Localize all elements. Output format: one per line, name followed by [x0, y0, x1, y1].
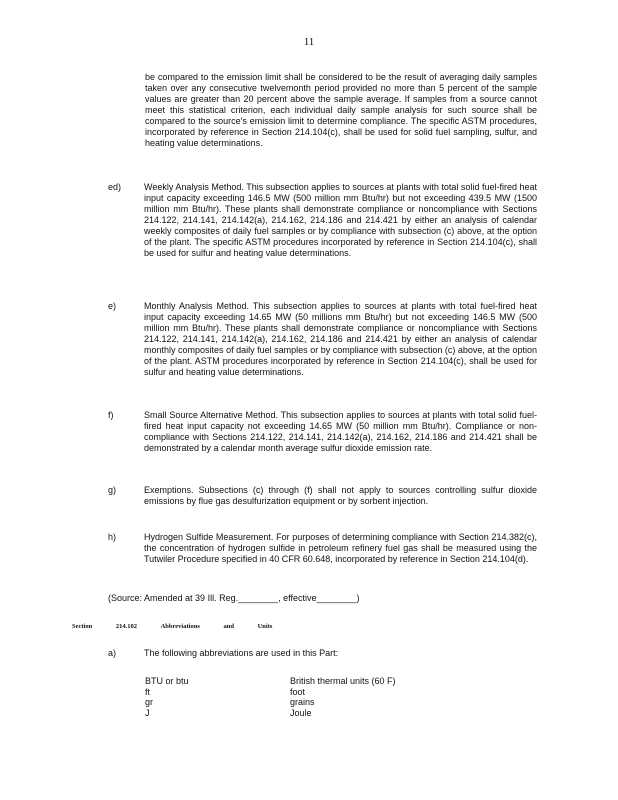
subsection-label: f) — [108, 410, 114, 420]
abbreviation-meaning: British thermal units (60 F) — [290, 676, 396, 686]
section-title-3: Units — [257, 623, 273, 630]
abbreviation-meaning: foot — [290, 686, 306, 697]
abbreviation-row — [145, 708, 445, 719]
intro-label: a) — [108, 648, 117, 658]
abbreviations-table — [145, 676, 445, 718]
abbreviation: J — [145, 707, 150, 718]
abbreviation: gr — [145, 697, 154, 707]
abbreviation-row — [145, 676, 445, 687]
abbreviation-row — [145, 687, 445, 698]
subsection-label: e) — [108, 301, 117, 311]
page-number: 11 — [303, 36, 315, 48]
section-number: 214.102 — [115, 623, 137, 630]
section-word: Section — [72, 623, 93, 630]
abbreviation: ft — [145, 686, 151, 697]
abbreviation-meaning: grains — [290, 697, 315, 707]
intro-text: The following abbreviations are used in this Part: — [144, 648, 339, 658]
source-note: (Source: Amended at 39 Ill. Reg.________, effective________) — [108, 593, 360, 603]
subsection-text: Monthly Analysis Method. This subsection applies to sources at plants with total fuel-fired heat input capacity exceeding 14.65 MW (50 millions mm Btu/hr) but not exceeding 146.5 MW (500 million mm Btu/hr). These plants shall demonstrate compliance or noncompliance with Sections 214.122, 214.141, 214.142(a), 214.162, 214.186 and 214.421 by either an analysis of calendar monthly composites of daily fuel samples or by compliance with subsection (c) above, at the option of the plant. ASTM procedures incorporated by reference in Section 214.104(c), shall be used for sulfur and heating value determinations. — [144, 301, 537, 377]
subsection-label: g) — [108, 485, 117, 495]
section-title-2: and — [223, 623, 234, 630]
subsection-text: Small Source Alternative Method. This subsection applies to sources at plants with total solid fuel-fired heat input capacity not exceeding 14.65 MW (50 million mm Btu/hr). Compliance or non-compliance with Sections 214.122, 214.141, 214.142(a), 214.162, 214.186 and 214.421 shall be demonstrated by a calendar month average sulfur dioxide emission rate. — [144, 410, 537, 453]
continued-paragraph: be compared to the emission limit shall be considered to be the result of averaging daily samples taken over any consecutive twelvemonth period provided no more than 5 percent of the sample values are greater than 20 percent above the sample average. If samples from a source cannot meet this statistical criterion, each individual daily sample analysis for such source shall be compared to the source's emission limit to determine compliance. The specific ASTM procedures, incorporated by reference in Section 214.104(c), shall be used for solid fuel sampling, sulfur, and heating value determinations. — [145, 72, 537, 148]
abbreviation-row — [145, 697, 445, 708]
subsection-text: Exemptions. Subsections (c) through (f) shall not apply to sources controlling sulfur dioxide emissions by flue gas desulfurization equipment or by sorbent injection. — [144, 485, 537, 506]
abbreviation: BTU or btu — [145, 676, 189, 686]
subsection-text: Weekly Analysis Method. This subsection applies to sources at plants with total solid fuel-fired heat input capacity exceeding 146.5 MW (500 million mm Btu/hr) but not exceeding 439.5 MW (1500 million mm Btu/hr). These plants shall demonstrate compliance or noncompliance with Sections 214.122, 214.141, 214.142(a), 214.162, 214.186 and 214.421 by either an analysis of calendar weekly composites of daily fuel samples or by compliance with subsection (c) above, at the option of the plant. The specific ASTM procedures incorporated by reference in Section 214.104(c), shall be used for sulfur and heating value determinations. — [144, 182, 537, 258]
abbreviation-meaning: Joule — [290, 707, 312, 718]
subsection-text: Hydrogen Sulfide Measurement. For purposes of determining compliance with Section 214.382(c), the concentration of hydrogen sulfide in petroleum refinery fuel gas shall be measured using the Tutwiler Procedure specified in 40 CFR 60.648, incorporated by reference in Section 214.104(d). — [144, 532, 537, 564]
subsection-label: ed) — [108, 182, 122, 192]
section-title-1: Abbreviations — [160, 623, 200, 630]
subsection-label: h) — [108, 532, 117, 542]
section-heading — [72, 623, 294, 630]
